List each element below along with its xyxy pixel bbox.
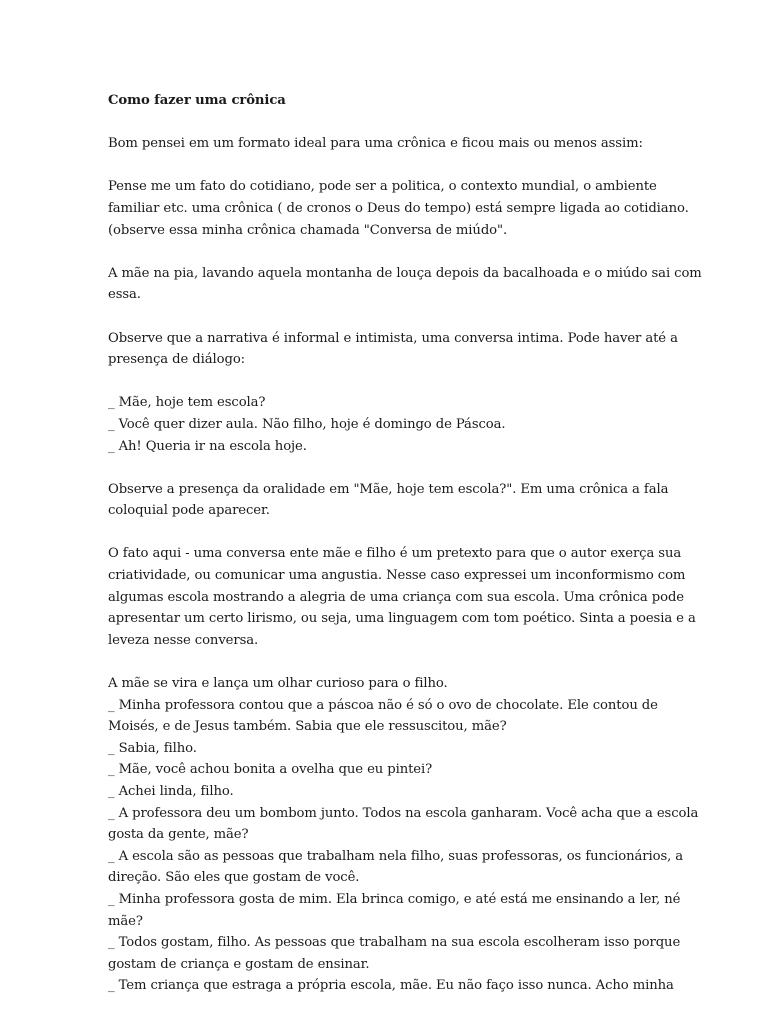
text-line: coloquial pode aparecer. (108, 503, 270, 519)
dialogue-line: _ Minha professora gosta de mim. Ela brinca comigo, e até está me ensinando a ler, né (108, 891, 681, 907)
text-line: Observe que a narrativa é informal e intimista, uma conversa intima. Pode haver até a (108, 330, 678, 346)
dialogue-line: _ Sabia, filho. (108, 740, 197, 756)
text-line: leveza nesse conversa. (108, 632, 259, 648)
dialogue-line: _ Minha professora contou que a páscoa não é só o ovo de chocolate. Ele contou de (108, 697, 658, 713)
dialogue-line: _ Você quer dizer aula. Não filho, hoje é domingo de Páscoa. (108, 416, 506, 432)
dialogue-line: _ Achei linda, filho. (108, 784, 234, 799)
dialogue-line: _ A escola são as pessoas que trabalham nela filho, suas professoras, os funcionários, a (108, 848, 684, 864)
document-title: Como fazer uma crônica (108, 93, 286, 108)
text-line: essa. (108, 287, 141, 303)
paragraph (108, 328, 678, 371)
text-line: presença de diálogo: (108, 352, 245, 368)
dialogue-line: _ Mãe, você achou bonita a ovelha que eu pintei? (108, 762, 433, 778)
text-line: criatividade, ou comunicar uma angustia. Nesse caso expressei um inconformismo com (108, 568, 686, 584)
dialogue-block (108, 392, 668, 457)
dialogue-line: _ Mãe, hoje tem escola? (108, 395, 266, 411)
text-line: Observe a presença da oralidade em "Mãe, hoje tem escola?". Em uma crônica a fala (108, 481, 669, 497)
dialogue-line: direção. São eles que gostam de você. (108, 870, 360, 886)
dialogue-line: _ Todos gostam, filho. As pessoas que trabalham na sua escola escolheram isso porque (108, 935, 681, 951)
dialogue-line: A mãe se vira e lança um olhar curioso para o filho. (108, 676, 448, 692)
text-line: Pense me um fato do cotidiano, pode ser a politica, o contexto mundial, o ambiente (108, 179, 657, 195)
text-line: apresentar um certo lirismo, ou seja, uma linguagem com tom poético. Sinta a poesia e a (108, 611, 696, 627)
text-line: familiar etc. uma crônica ( de cronos o Deus do tempo) está sempre ligada ao cotidiano. (108, 200, 689, 216)
text-line: A mãe na pia, lavando aquela montanha de louça depois da bacalhoada e o miúdo sai com (108, 265, 702, 281)
text-line: O fato aqui - uma conversa ente mãe e filho é um pretexto para que o autor exerça sua (108, 546, 682, 562)
dialogue-line: gosta da gente, mãe? (108, 827, 249, 843)
dialogue-line: _ A professora deu um bombom junto. Todos na escola ganharam. Você acha que a escola (108, 805, 699, 821)
text-line: Bom pensei em um formato ideal para uma crônica e ficou mais ou menos assim: (108, 136, 643, 152)
dialogue-line: mãe? (108, 913, 143, 929)
dialogue-line: Moisés, e de Jesus também. Sabia que ele ressuscitou, mãe? (108, 719, 507, 735)
paragraph (108, 479, 668, 522)
paragraph (108, 176, 689, 241)
document-page (108, 90, 702, 1019)
dialogue-line: _ Ah! Queria ir na escola hoje. (108, 438, 307, 454)
dialogue-line: _ Tem criança que estraga a própria escola, mãe. Eu não faço isso nunca. Acho minha (108, 978, 674, 994)
paragraph (108, 133, 668, 155)
text-line: (observe essa minha crônica chamada "Conversa de miúdo". (108, 222, 508, 238)
paragraph (108, 263, 702, 306)
paragraph (108, 543, 696, 651)
dialogue-line: gostam de criança e gostam de ensinar. (108, 956, 370, 972)
text-line: algumas escola mostrando a alegria de uma criança com sua escola. Uma crônica pode (108, 589, 684, 605)
dialogue-block (108, 673, 699, 997)
